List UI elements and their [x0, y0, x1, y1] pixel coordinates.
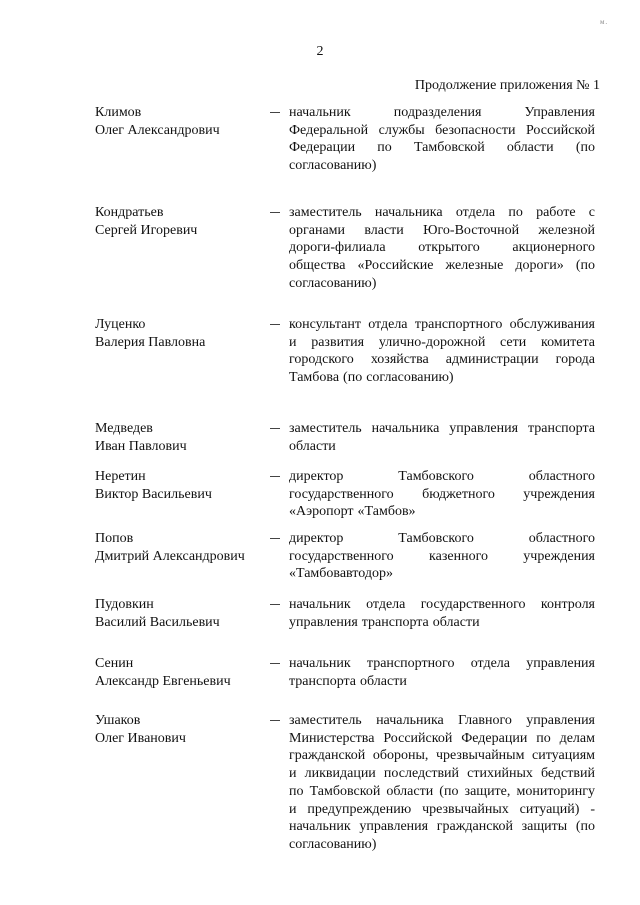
page-number: 2: [316, 44, 324, 59]
member-name: [95, 596, 285, 631]
member-name: [95, 316, 285, 351]
member-role: директор Тамбовского областного государственного казенного учреждения «Тамбовавтодор»: [289, 531, 595, 582]
dash-rule: [270, 538, 280, 539]
member-given-names: Виктор Васильевич: [95, 486, 212, 502]
member-surname: Сенин: [95, 656, 134, 671]
member-role: заместитель начальника Главного управления Министерства Российской Федерации по делам гражданской обороны, чрезвычайным ситуациям и ликвидации последствий стихийных бедствий по Тамбовской области (по защите, мониторингу и предупреждению чрезвычайных ситуаций) - начальник управления гражданской защиты (по согласованию): [289, 713, 595, 852]
member-role: начальник отдела государственного контроля управления транспорта области: [289, 597, 595, 630]
member-surname: Кондратьев: [95, 205, 164, 220]
member-given-names: Иван Павлович: [95, 438, 187, 454]
member-role: заместитель начальника управления транспорта области: [289, 421, 595, 454]
dash-rule: [270, 476, 280, 477]
member-role: начальник подразделения Управления Федеральной службы безопасности Российской Федерации по Тамбовской области (по согласованию): [289, 105, 595, 174]
member-name: [95, 104, 285, 139]
member-given-names: Олег Александрович: [95, 122, 220, 138]
member-name: [95, 712, 285, 747]
member-surname: Попов: [95, 531, 134, 546]
member-given-names: Александр Евгеньевич: [95, 673, 231, 689]
member-name: [95, 655, 285, 690]
member-role: начальник транспортного отдела управления транспорта области: [289, 656, 595, 689]
dash-rule: [270, 112, 280, 113]
member-role: заместитель начальника отдела по работе с органами власти Юго-Восточной железной дороги-филиала открытого акционерного общества «Российские железные дороги» (по согласованию): [289, 205, 595, 291]
member-given-names: Василий Васильевич: [95, 614, 220, 630]
dash-rule: [270, 604, 280, 605]
dash-rule: [270, 663, 280, 664]
member-role: консультант отдела транспортного обслуживания и развития улично-дорожной сети комитета городского хозяйства администрации города Тамбова (по согласованию): [289, 317, 595, 386]
member-name: [95, 530, 285, 565]
member-given-names: Дмитрий Александрович: [95, 548, 245, 564]
member-surname: Луценко: [95, 317, 146, 332]
member-name: [95, 420, 285, 455]
dash-rule: [270, 212, 280, 213]
member-surname: Ушаков: [95, 713, 141, 728]
member-given-names: Олег Иванович: [95, 730, 186, 746]
member-surname: Пудовкин: [95, 597, 154, 612]
member-role: директор Тамбовского областного государственного бюджетного учреждения «Аэропорт «Тамбов»: [289, 469, 595, 520]
member-surname: Климов: [95, 105, 142, 120]
member-name: [95, 204, 285, 239]
member-given-names: Сергей Игоревич: [95, 222, 198, 238]
member-given-names: Валерия Павловна: [95, 334, 206, 350]
dash-rule: [270, 324, 280, 325]
scan-mark: м.: [600, 18, 609, 26]
member-surname: Неретин: [95, 469, 146, 484]
member-name: [95, 468, 285, 503]
member-surname: Медведев: [95, 421, 153, 436]
dash-rule: [270, 720, 280, 721]
dash-rule: [270, 428, 280, 429]
appendix-title: Продолжение приложения № 1: [414, 78, 600, 93]
